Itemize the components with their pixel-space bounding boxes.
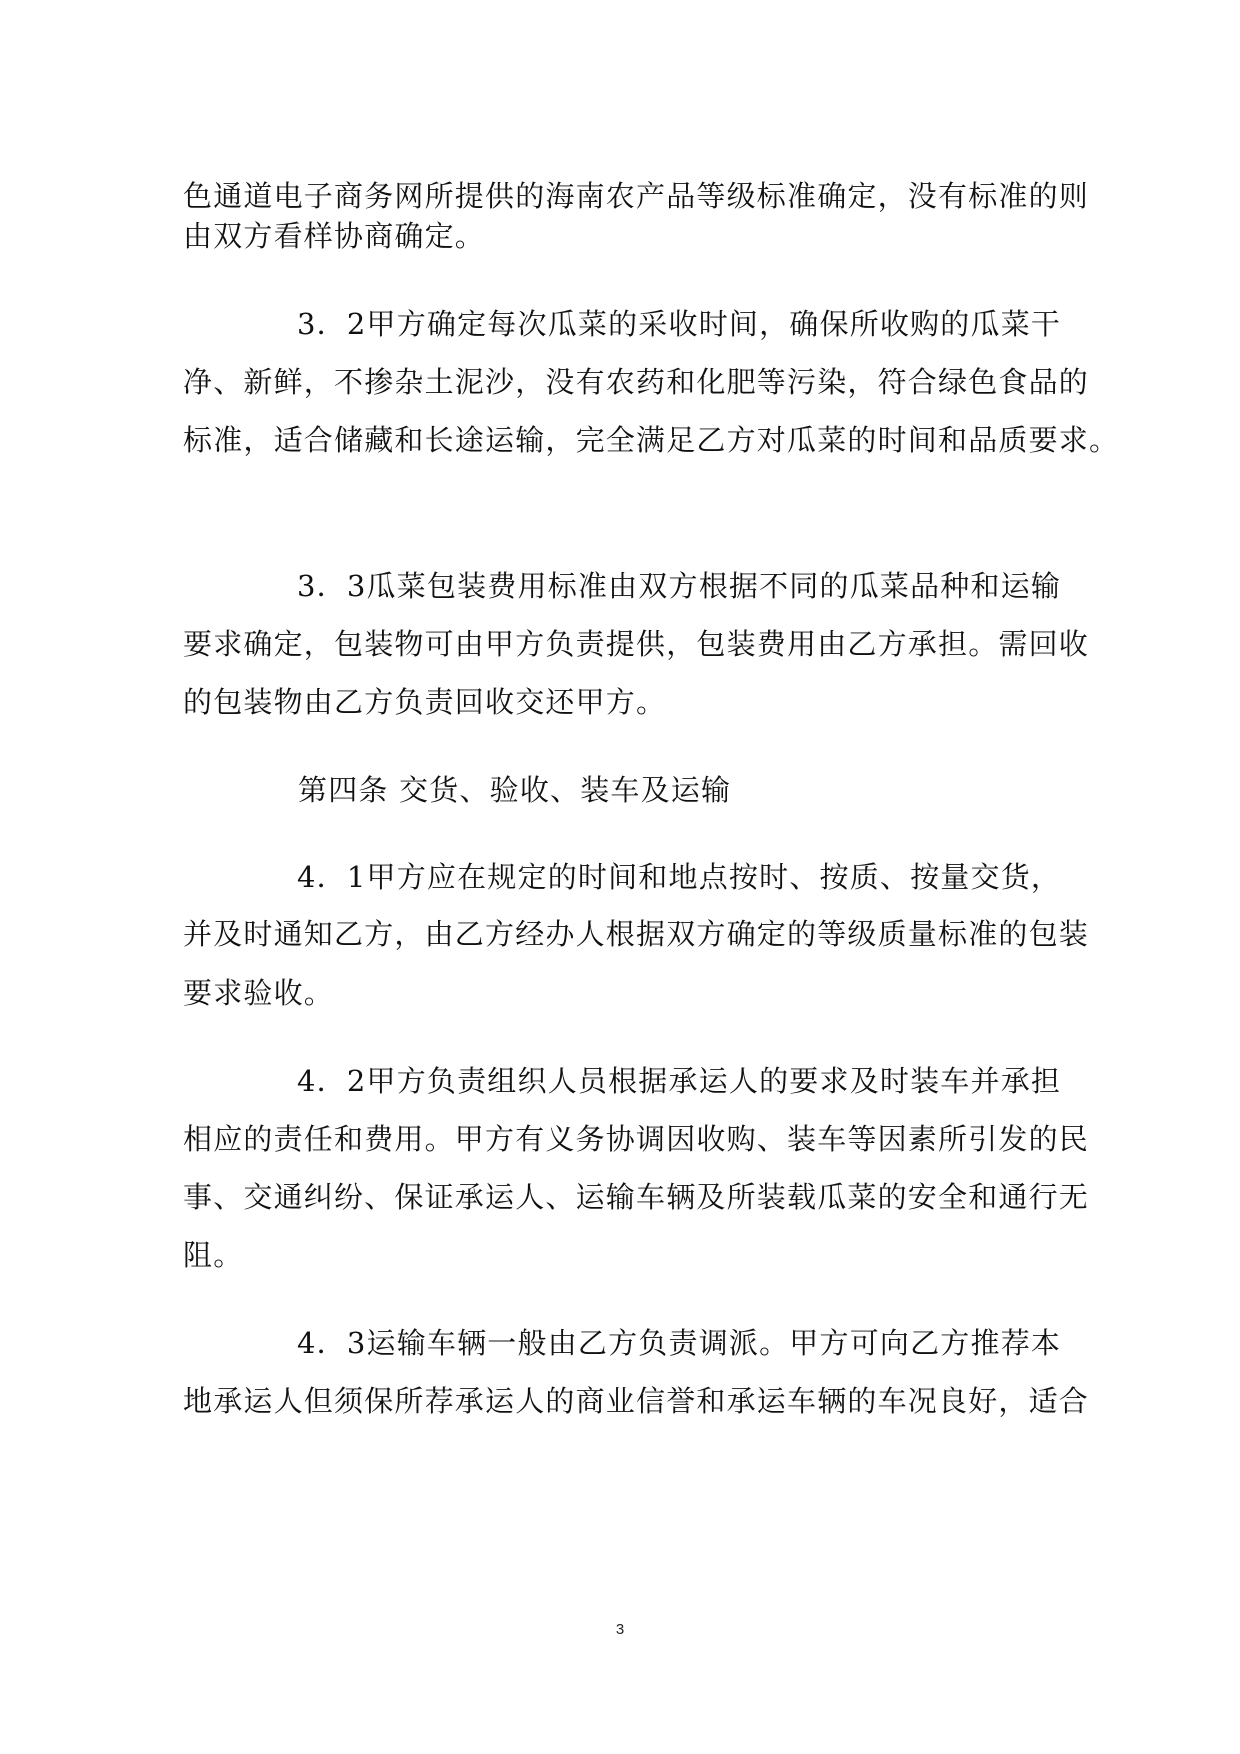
text-line: 事、交通纠纷、保证承运人、运输车辆及所装载瓜菜的安全和通行无 — [183, 1180, 1090, 1214]
page-number: 3 — [615, 1621, 625, 1638]
text-line: 3．2甲方确定每次瓜菜的采收时间，确保所收购的瓜菜干 — [297, 307, 1062, 341]
text-line: 4．2甲方负责组织人员根据承运人的要求及时装车并承担 — [297, 1064, 1062, 1098]
text-line: 并及时通知乙方，由乙方经办人根据双方确定的等级质量标准的包装 — [183, 917, 1090, 951]
text-line: 色通道电子商务网所提供的海南农产品等级标准确定，没有标准的则 — [183, 179, 1090, 213]
text-line: 相应的责任和费用。甲方有义务协调因收购、装车等因素所引发的民 — [183, 1122, 1090, 1156]
text-line: 标准，适合储藏和长途运输，完全满足乙方对瓜菜的时间和品质要求。 — [183, 423, 1120, 457]
text-line: 阻。 — [183, 1238, 244, 1272]
text-line: 要求验收。 — [183, 976, 335, 1010]
text-line: 4．3运输车辆一般由乙方负责调派。甲方可向乙方推荐本 — [297, 1326, 1062, 1360]
text-line: 3．3瓜菜包装费用标准由双方根据不同的瓜菜品种和运输 — [297, 569, 1062, 603]
text-line: 由双方看样协商确定。 — [183, 219, 486, 253]
text-line: 地承运人但须保所荐承运人的商业信誉和承运车辆的车况良好，适合 — [183, 1384, 1090, 1418]
text-line: 4．1甲方应在规定的时间和地点按时、按质、按量交货， — [297, 860, 1062, 894]
text-line: 的包装物由乙方负责回收交还甲方。 — [183, 685, 667, 719]
text-line: 净、新鲜，不掺杂土泥沙，没有农药和化肥等污染，符合绿色食品的 — [183, 365, 1090, 399]
text-line: 要求确定，包装物可由甲方负责提供，包装费用由乙方承担。需回收 — [183, 627, 1090, 661]
section-heading: 第四条 交货、验收、装车及运输 — [298, 773, 732, 807]
